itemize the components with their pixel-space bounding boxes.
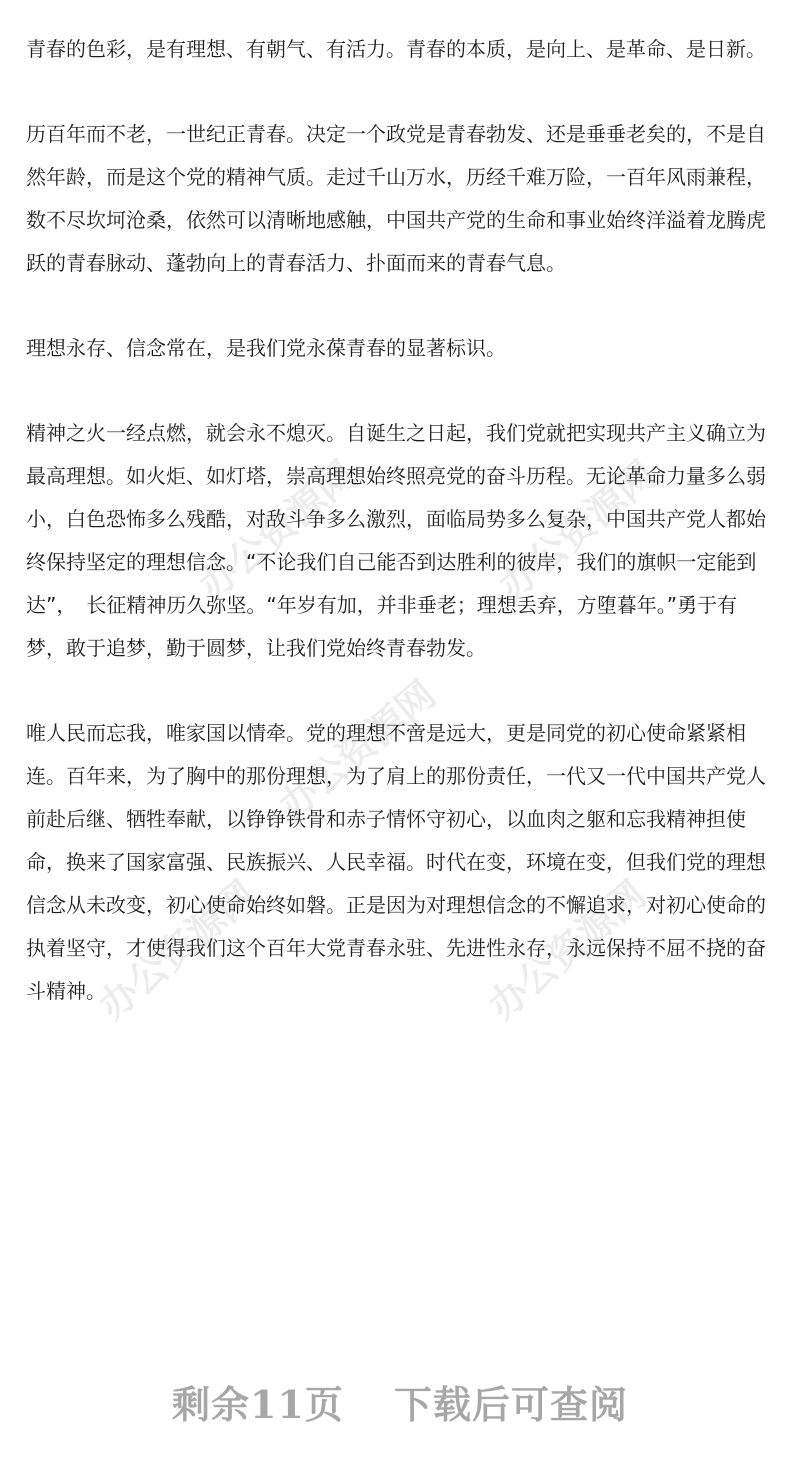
watermark: 办公资源网 xyxy=(270,672,445,829)
paragraph-2: 历百年而不老，一世纪正青春。决定一个政党是青春勃发、还是垂垂老矣的，不是自然年龄，而是这个党的精神气质。走过千山万水，历经千难万险，一百年风雨兼程，数不尽坎坷沧桑，依然可以清晰地感触，中国共产党的生命和事业始终洋溢着龙腾虎跃的青春脉动、蓬勃向上的青春活力、扑面而来的青春气息。 xyxy=(26,122,766,275)
paragraph-4: 精神之火一经点燃，就会永不熄灭。自诞生之日起，我们党就把实现共产主义确立为最高理想。如火炬、如灯塔，崇高理想始终照亮党的奋斗历程。无论革命力量多么弱小，白色恐怖多么残酷，对敌斗争多么激烈，面临局势多么复杂，中国共产党人都始终保持坚定的理想信念。“不论我们自己能否到达胜利的彼岸，我们的旗帜一定能到达”， 长征精神历久弥坚。“年岁有加，并非垂老；理想丢弃，方堕暮年。”勇于有梦，敢于追梦，勤于圆梦，让我们党始终青春勃发。 xyxy=(26,421,766,660)
watermark: 办公资源网 xyxy=(90,872,265,1029)
watermark: 办公资源网 xyxy=(490,452,665,609)
paragraph-3: 理想永存、信念常在，是我们党永葆青春的显著标识。 xyxy=(26,336,506,360)
article-body xyxy=(26,28,776,1013)
remaining-pages-label: 剩余11页 xyxy=(172,1382,344,1427)
paragraph-1: 青春的色彩，是有理想、有朝气、有活力。青春的本质，是向上、是革命、是日新。 xyxy=(26,37,766,61)
paragraph-5: 唯人民而忘我，唯家国以情牵。党的理想不啻是远大，更是同党的初心使命紧紧相连。百年来，为了胸中的那份理想，为了肩上的那份责任，一代又一代中国共产党人前赴后继、牺牲奉献，以铮铮铁骨和赤子情怀守初心，以血肉之躯和忘我精神担使命，换来了国家富强、民族振兴、人民幸福。时代在变，环境在变，但我们党的理想信念从未改变，初心使命始终如磐。正是因为对理想信念的不懈追求，对初心使命的执着坚守，才使得我们这个百年大党青春永驻、先进性永存，永远保持不屈不挠的奋斗精神。 xyxy=(26,721,766,1003)
download-to-view-label: 下载后可查阅 xyxy=(393,1382,628,1427)
watermark: 办公资源网 xyxy=(190,452,365,609)
download-prompt[interactable] xyxy=(0,1374,800,1429)
watermark: 办公资源网 xyxy=(480,872,655,1029)
